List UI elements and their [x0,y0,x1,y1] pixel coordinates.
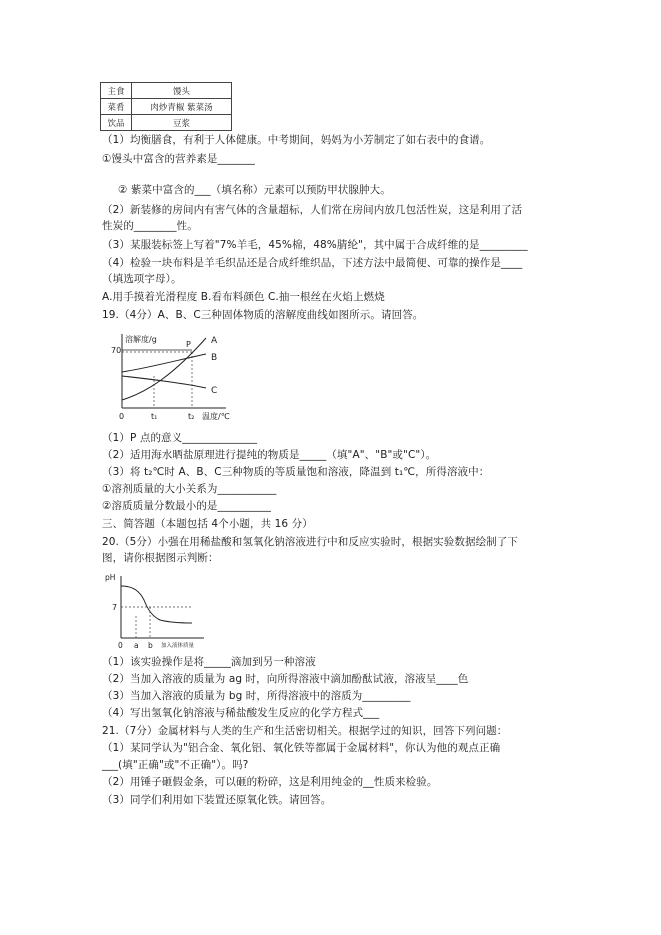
q21-title: 21.（7分）金属材料与人类的生产和生活密切相关。根据学过的知识，回答下列问题： [102,725,508,737]
table-cell: 主食 [101,83,132,99]
y-axis-label: 溶解度/g [125,335,157,344]
q18-line-2: ①馒头中富含的营养素是_______ [102,153,255,165]
series-label-c: C [211,386,218,396]
q20-line-3: （3）当加入溶液的质量为 bg 时，所得溶液中的溶质为_________ [102,690,411,702]
q18-line-8: （填选项字母）。 [102,273,182,285]
q21-line-2: ___(填"正确"或"不正确"）。吗? [102,759,249,771]
q21-line-4: （3）同学们利用如下装置还原氧化铁。请回答。 [102,794,332,806]
section-heading: 三、简答题（本题包括 4个小题，共 16 分） [102,518,313,530]
q19-line-4: ①溶剂质量的大小关系为___________ [102,483,277,495]
ph-curve [121,586,192,623]
q18-line-1: （1）均衡膳食，有利于人体健康。中考期间，妈妈为小芳制定了如右表中的食谱。 [102,134,491,146]
x-tick-label: 0 [118,641,123,650]
solubility-chart [108,330,238,426]
q21-line-1: （1）某同学认为"铝合金、氧化铝、氧化铁等都属于金属材料"，你认为他的观点正确 [102,742,501,754]
q20-line-4: （4）写出氢氧化钠溶液与稀盐酸发生反应的化学方程式___ [102,707,380,719]
q18-line-6: （3）某服装标签上写着"7%羊毛，45%棉，48%腈纶"，其中属于合成纤维的是_________ [102,239,528,251]
x-tick-label: b [148,641,153,650]
table-cell: 菜肴 [101,99,132,115]
table-row [101,99,232,115]
point-label: P [186,340,191,349]
q20-title-1: 20.（5分）小强在用稀盐酸和氢氧化钠溶液进行中和反应实验时，根据实验数据绘制了下 [102,536,518,548]
q20-line-1: （1）该实验操作是将_____滴加到另一种溶液 [102,656,316,668]
series-label-a: A [211,336,218,346]
q19-line-1: （1）P 点的意义______________ [102,432,258,444]
q18-line-7: （4）检验一块布料是羊毛织品还是合成纤维织品，下述方法中最简便、可靠的操作是____ [102,257,523,269]
y-tick-label: 7 [112,603,118,612]
curve-b [122,354,206,372]
table-cell: 饮品 [101,115,132,131]
table-row [101,115,232,131]
y-axis-label: pH [105,573,116,582]
q18-line-9: A.用手摸着光滑程度 B.看布料颜色 C.抽一根丝在火焰上燃烧 [102,291,385,303]
q20-line-2: （2）当加入溶液的质量为 ag 时，向所得溶液中滴加酚酞试液，溶液呈____色 [102,673,469,685]
menu-table [100,82,232,131]
y-tick-label: 70 [111,346,122,355]
table-cell: 豆浆 [132,115,232,131]
q19-line-5: ②溶质质量分数最小的是__________ [102,500,272,512]
x-tick-label: t₁ [151,412,158,421]
ph-chart [104,570,216,650]
q18-line-4: （2）新装修的房间内有害气体的含量超标，人们常在房间内放几包活性炭，这是利用了活 [102,204,523,216]
table-row [101,83,232,99]
x-tick-label: t₂ [188,412,195,421]
table-cell: 馒头 [132,83,232,99]
table-cell: 肉炒青椒 紫菜汤 [132,99,232,115]
x-tick-label: 0 [119,412,125,421]
q18-line-5: 性炭的________性。 [102,220,198,232]
series-label-b: B [211,353,218,363]
q19-line-3: （3）将 t₂℃时 A、B、C三种物质的等质量饱和溶液，降温到 t₁℃，所得溶液中： [102,466,490,478]
q18-line-3: ② 紫菜中富含的___（填名称）元素可以预防甲状腺肿大。 [118,184,391,196]
q19-title: 19.（4分）A、B、C三种固体物质的溶解度曲线如图所示。请回答。 [102,309,424,321]
q21-line-3: （2）用锤子砸假金条，可以砸的粉碎，这是利用纯金的__性质来检验。 [102,776,438,788]
x-axis-label: 加入液体质量 [161,643,195,649]
curve-a [122,338,206,400]
x-axis-label: 温度/℃ [202,412,230,421]
q20-title-2: 图，请你根据图示判断： [102,552,219,564]
q19-line-2: （2）适用海水晒盐原理进行提纯的物质是_____（填"A"、"B"或"C"）。 [102,449,437,461]
x-tick-label: a [134,641,139,650]
